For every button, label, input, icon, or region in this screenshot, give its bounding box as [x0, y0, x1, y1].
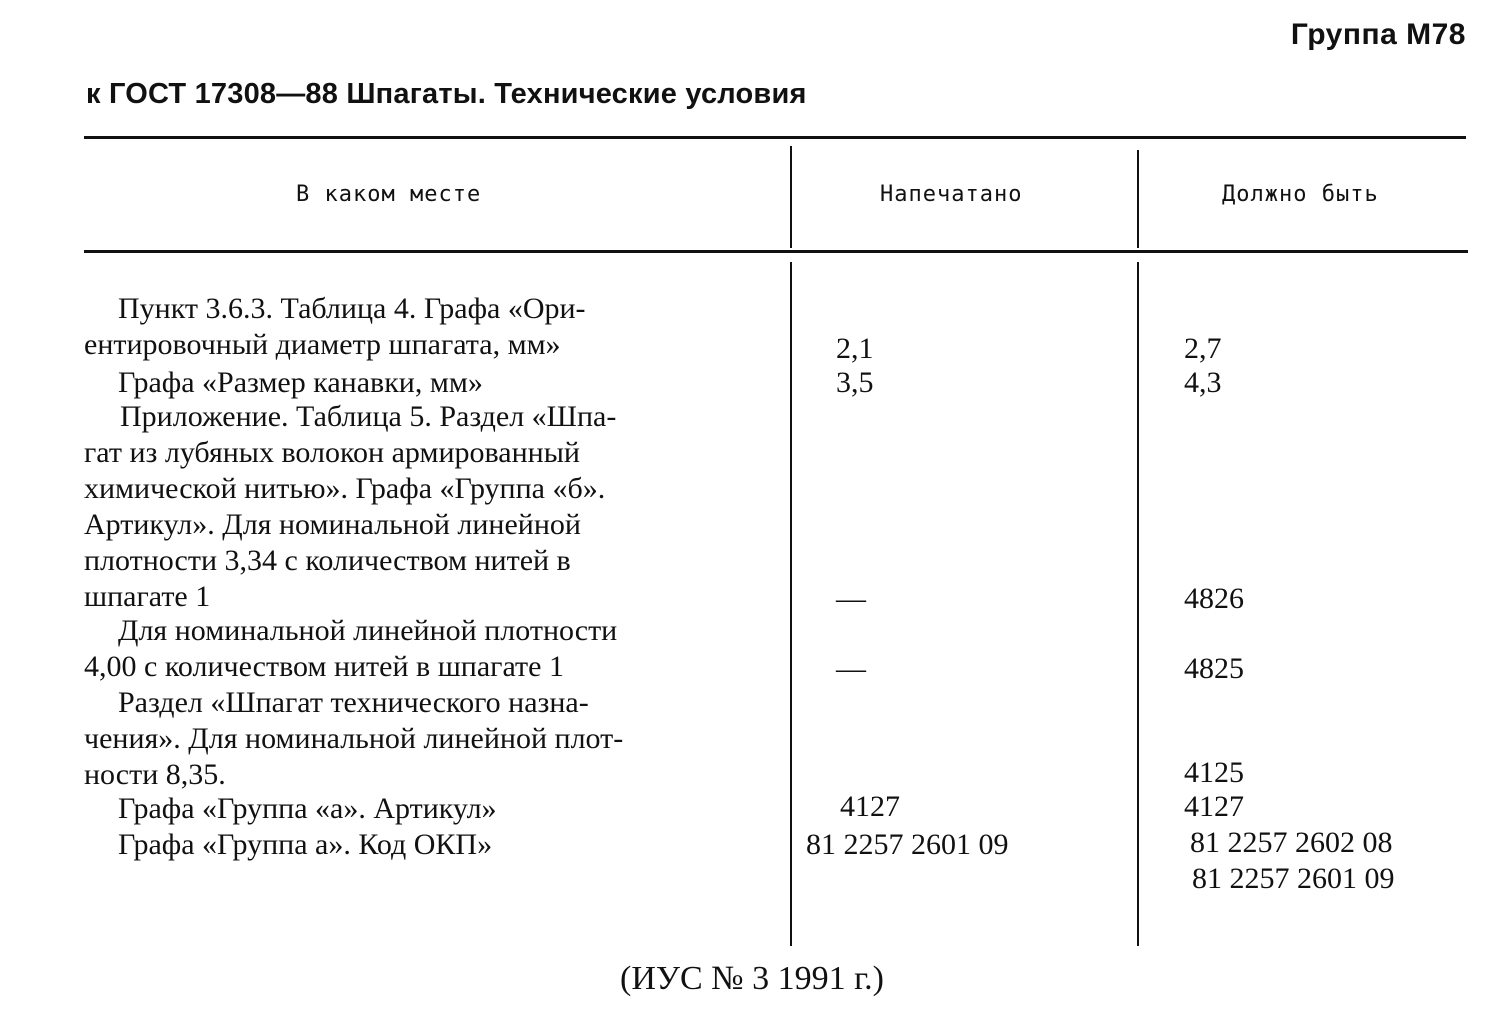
footer-source: (ИУС № 3 1991 г.): [620, 960, 884, 997]
place-text: плотности 3,34 с количеством нитей в: [84, 544, 571, 577]
header-divider-1: [790, 146, 792, 248]
correct-value: 2,7: [1184, 332, 1222, 365]
place-text: Для номинальной линейной плотности: [118, 614, 618, 647]
correct-value: 4825: [1184, 652, 1244, 685]
column-header-correct: Должно быть: [1222, 182, 1379, 207]
body-divider-2: [1137, 262, 1139, 946]
printed-value: 4127: [840, 790, 900, 823]
place-text: Графа «Группа а». Код ОКП»: [118, 828, 493, 861]
place-text: Пункт 3.6.3. Таблица 4. Графа «Ори-: [118, 292, 586, 325]
printed-value: 2,1: [836, 332, 874, 365]
place-text: Артикул». Для номинальной линейной: [84, 508, 581, 541]
table-top-rule: [84, 136, 1466, 139]
place-text: ности 8,35.: [84, 758, 226, 791]
correct-value: 4826: [1184, 582, 1244, 615]
document-title: к ГОСТ 17308—88 Шпагаты. Технические условия: [86, 78, 807, 110]
place-text: гат из лубяных волокон армированный: [84, 436, 580, 469]
printed-value: 81 2257 2601 09: [806, 828, 1009, 861]
correct-value: 81 2257 2601 09: [1192, 862, 1395, 895]
correct-value: 81 2257 2602 08: [1190, 826, 1393, 859]
place-text: 4,00 с количеством нитей в шпагате 1: [84, 650, 564, 683]
place-text: Графа «Группа «а». Артикул»: [118, 792, 497, 825]
place-text: Раздел «Шпагат технического назна-: [118, 686, 589, 719]
printed-value: —: [836, 652, 866, 685]
column-header-printed: Напечатано: [880, 182, 1023, 207]
group-code: Группа М78: [1290, 18, 1466, 51]
place-text: шпагате 1: [84, 580, 211, 613]
body-divider-1: [790, 262, 792, 946]
place-text: ентировочный диаметр шпагата, мм»: [84, 328, 561, 361]
correct-value: 4,3: [1184, 366, 1222, 399]
printed-value: —: [836, 582, 866, 615]
column-header-place: В каком месте: [296, 182, 482, 207]
place-text: химической нитью». Графа «Группа «б».: [84, 472, 606, 505]
header-divider-2: [1137, 150, 1139, 248]
correct-value: 4127: [1184, 790, 1244, 823]
place-text: чения». Для номинальной линейной плот-: [84, 722, 624, 755]
header-bottom-rule: [84, 250, 1468, 253]
correct-value: 4125: [1184, 756, 1244, 789]
place-text: Графа «Размер канавки, мм»: [118, 366, 483, 399]
place-text: Приложение. Таблица 5. Раздел «Шпа-: [120, 400, 617, 433]
printed-value: 3,5: [836, 366, 874, 399]
